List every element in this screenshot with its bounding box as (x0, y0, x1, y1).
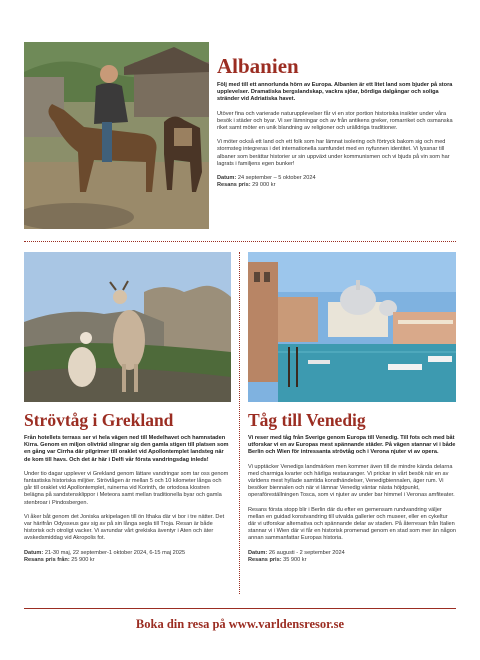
venice-paragraph-1: Vi upptäcker Venedigs landmärken men kommer även till de mindre kända delarna med charmiga kvarter och härliga restauranger. Vi prickar in vårt besök när en av världens mest hyllade samtida konsthändelser, Venedigbiennalen, äger rum. Vi besöker biennalen och när vi lämnar Venedig väntar nästa höjdpunkt, operaföreställningen Tosca, som vi njuter av under bar himmel i Veronas amfiteater. (248, 463, 455, 499)
greece-paragraph-2: Vi åker båt genom det Joniska arkipelagen till ön Ithaka där vi bor i tre nätter. Det var härifrån Odysseus gav sig av på sin långa segla till Troja. Resan är både historisk och otroligt vacker. Vi avrundar vårt grekiska äventyr i Aten och äter avskedsmiddag vid Akropolis fot. (24, 513, 225, 542)
albania-date-label: Datum: (217, 175, 237, 182)
venice-paragraph-2: Resans första stopp blir i Berlin där du efter en gemensam rundvandring väljer mellan en guidad konstvandring till utvalda gallerier och museer, eller en cykeltur där vi utforskar alternativa och spännande delar av staden. På återresan från Italien stannar vi i Wien där vi får en historisk promenad genom en stad som mer än någon annan sammanfattar Europas historia. (248, 506, 457, 542)
albania-lead: Följ med till ett annorlunda hörn av Europa. Albanien är ett litet land som bjuder på stora upplevelser. Dramatiska bergslandskap, vackra sjöar, bördiga dalgångar och soliga stränder vid Adriatiska havet. (217, 82, 453, 103)
albania-price-value: 29 000 kr (252, 182, 276, 189)
albania-date-value: 24 september – 5 oktober 2024 (237, 175, 316, 182)
albania-date (217, 175, 461, 182)
venice-date (248, 550, 456, 557)
greece-date-label: Datum: (24, 549, 44, 556)
albania-price (217, 182, 461, 189)
greece-paragraph-1: Under tio dagar upplever vi Grekland genom lättare vandringar som tar oss genom fantastiska historiska miljöer. Strövtågen är mellan 5 och 10 kilometer långa och går till oraklet vid Apollontemplet, ruinerna vid Korinth, de ortodoxa klostren belägna på sandstensklippor i Meteora samt mellan traditionella byar och gamla stenbroar i Pindosbergen. (24, 470, 229, 506)
albania-price-label: Resans pris: (217, 182, 251, 189)
column-divider (239, 252, 240, 594)
greece-date-value: 21-30 maj, 22 september-1 oktober 2024, 6-15 maj 2025 (44, 549, 186, 556)
booking-cta: Boka din resa på www.varldensresor.se (135, 617, 345, 631)
venice-price (248, 557, 456, 564)
albania-photo (24, 42, 209, 229)
greece-price-value: 25 900 kr (71, 556, 95, 563)
venice-date-label: Datum: (248, 549, 268, 556)
venice-title: Tåg till Venedig (248, 410, 366, 430)
venice-photo (248, 252, 456, 402)
greece-price (24, 557, 230, 564)
greece-price-label: Resans pris från: (24, 556, 70, 563)
greece-photo (24, 252, 231, 402)
venice-price-value: 35 900 kr (283, 556, 307, 563)
greece-title: Strövtåg i Grekland (24, 410, 174, 430)
albania-title: Albanien (217, 54, 299, 78)
venice-price-label: Resans pris: (248, 556, 282, 563)
greece-lead: Från hotellets terrass ser vi hela vägen ned till Medelhavet och hamnstaden Kirra. Genom en miljon olivträd slingrar sig den gamla stigen till platsen som en gång var Cirrha där pilgrimer till oraklet vid Apollontemplet landsteg när de kom till havs. Och det är här i Delfi vår första vandringsdag inleds! (24, 435, 229, 463)
albania-paragraph-1: Utöver fina och varierade naturupplevelser får vi en stor portion historiska insikter under våra besök i städer och byar. Vi ser lämningar och av från antikens greker, romarriket och osmanska riket samt möter en unik blandning av religioner och urälldriga traditioner. (217, 110, 453, 132)
section-divider (24, 241, 456, 242)
venice-date-value: 26 augusti - 2 september 2024 (268, 549, 345, 556)
venice-lead: Vi reser med tåg från Sverige genom Europa till Venedig. Till fots och med båt utforskar vi en av Europas mest spännande städer. På vägen stannar vi i både Berlin och Wien för intressanta strövtåg och i Verona njuter vi av opera. (248, 435, 456, 456)
footer-rule (24, 608, 456, 609)
albania-paragraph-2: Vi möter också ett land och ett folk som har lämnat isolering och förtryck bakom sig och med stormsteg integreras i det internationella samfundet med en nyfunnen identitet. Vi lyssnar till albaner som berättar historier ur sin uppväxt under kommunismen och vi bjuds på vin som har lagrats i familjens egen bunker! (217, 139, 450, 167)
greece-date (24, 550, 230, 557)
